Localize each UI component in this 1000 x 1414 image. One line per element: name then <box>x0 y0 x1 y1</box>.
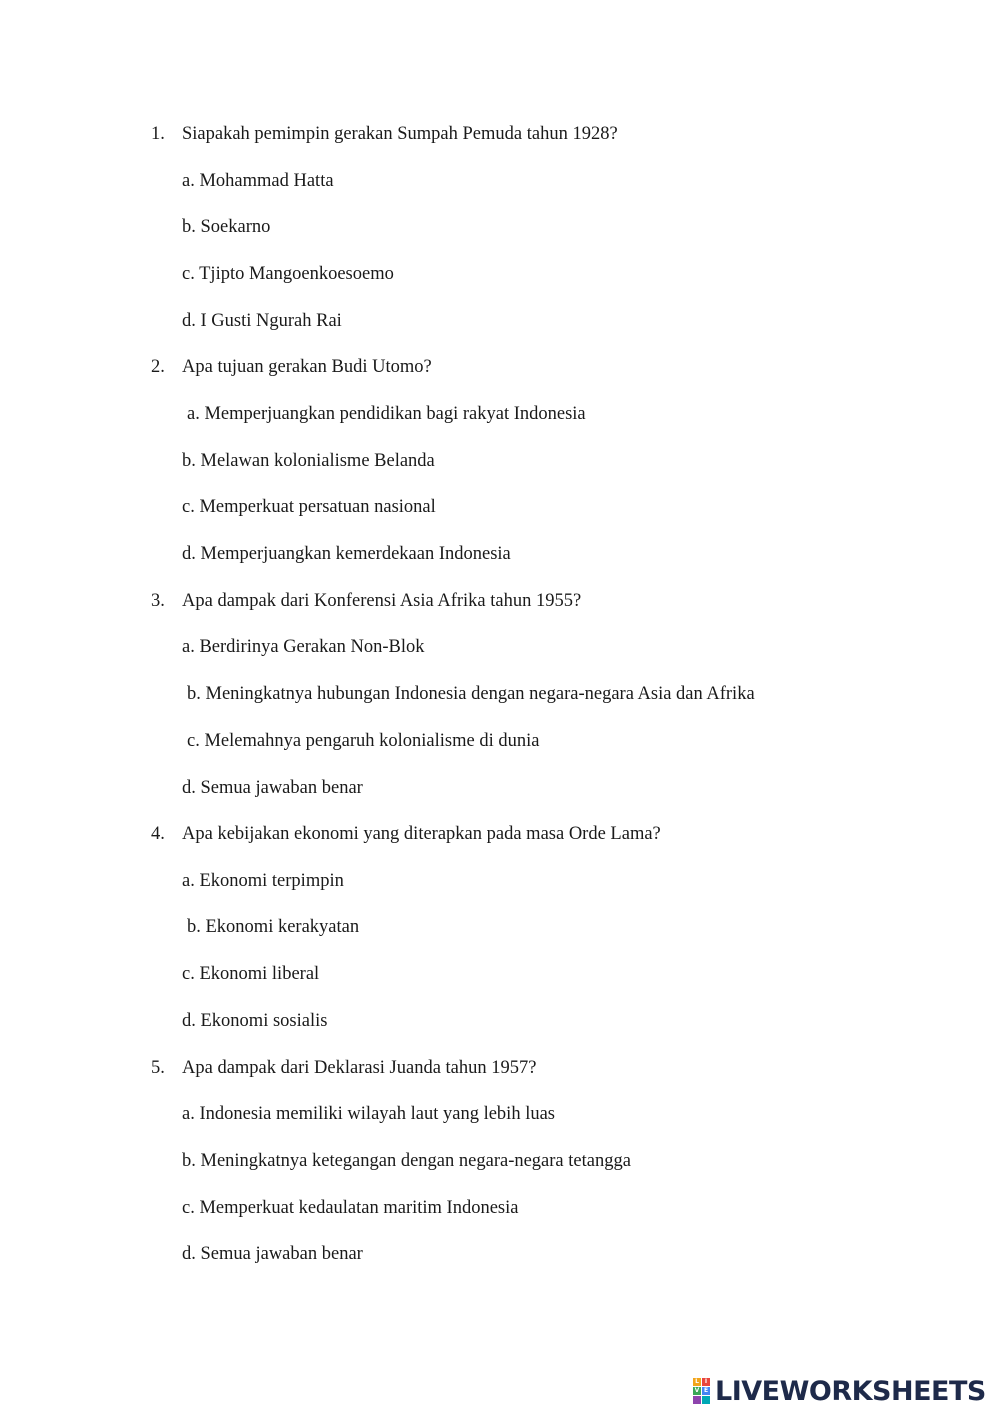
option-5b: b. Meningkatnya ketegangan dengan negara-negara tetangga <box>182 1151 631 1171</box>
question-text: Apa dampak dari Konferensi Asia Afrika tahun 1955? <box>182 591 582 611</box>
question-number: 5. <box>151 1058 165 1078</box>
logo-tile <box>693 1396 701 1404</box>
option-2a: a. Memperjuangkan pendidikan bagi rakyat Indonesia <box>187 404 586 424</box>
question-number: 1. <box>151 124 165 144</box>
option-1b: b. Soekarno <box>182 217 271 237</box>
option-4c: c. Ekonomi liberal <box>182 964 320 984</box>
option-1a: a. Mohammad Hatta <box>182 171 334 191</box>
logo-tile: V <box>694 1387 700 1394</box>
option-2c: c. Memperkuat persatuan nasional <box>182 497 436 517</box>
logo-tile: L <box>693 1378 701 1386</box>
option-3d: d. Semua jawaban benar <box>182 778 363 798</box>
option-5d: d. Semua jawaban benar <box>182 1244 363 1264</box>
question-number: 2. <box>151 357 165 377</box>
logo-tile: E <box>703 1387 709 1394</box>
question-text: Apa kebijakan ekonomi yang diterapkan pada masa Orde Lama? <box>182 824 661 844</box>
option-3c: c. Melemahnya pengaruh kolonialisme di dunia <box>187 731 540 751</box>
option-4b: b. Ekonomi kerakyatan <box>187 917 360 937</box>
logo-tile: I <box>702 1378 710 1386</box>
option-5c: c. Memperkuat kedaulatan maritim Indonesia <box>182 1198 519 1218</box>
question-text: Apa tujuan gerakan Budi Utomo? <box>182 357 432 377</box>
brand-name: LIVEWORKSHEETS <box>715 1375 986 1407</box>
option-4a: a. Ekonomi terpimpin <box>182 871 344 891</box>
logo-grid-icon <box>693 1378 711 1404</box>
option-1d: d. I Gusti Ngurah Rai <box>182 311 342 331</box>
option-1c: c. Tjipto Mangoenkoesoemo <box>182 264 394 284</box>
question-number: 3. <box>151 591 165 611</box>
question-number: 4. <box>151 824 165 844</box>
question-text: Siapakah pemimpin gerakan Sumpah Pemuda tahun 1928? <box>182 124 618 144</box>
option-5a: a. Indonesia memiliki wilayah laut yang lebih luas <box>182 1104 555 1124</box>
liveworksheets-logo[interactable] <box>693 1374 986 1408</box>
option-2d: d. Memperjuangkan kemerdekaan Indonesia <box>182 544 511 564</box>
option-4d: d. Ekonomi sosialis <box>182 1011 328 1031</box>
question-text: Apa dampak dari Deklarasi Juanda tahun 1957? <box>182 1058 537 1078</box>
option-3a: a. Berdirinya Gerakan Non-Blok <box>182 637 425 657</box>
logo-tile <box>702 1396 710 1404</box>
option-3b: b. Meningkatnya hubungan Indonesia dengan negara-negara Asia dan Afrika <box>187 684 755 704</box>
option-2b: b. Melawan kolonialisme Belanda <box>182 451 435 471</box>
